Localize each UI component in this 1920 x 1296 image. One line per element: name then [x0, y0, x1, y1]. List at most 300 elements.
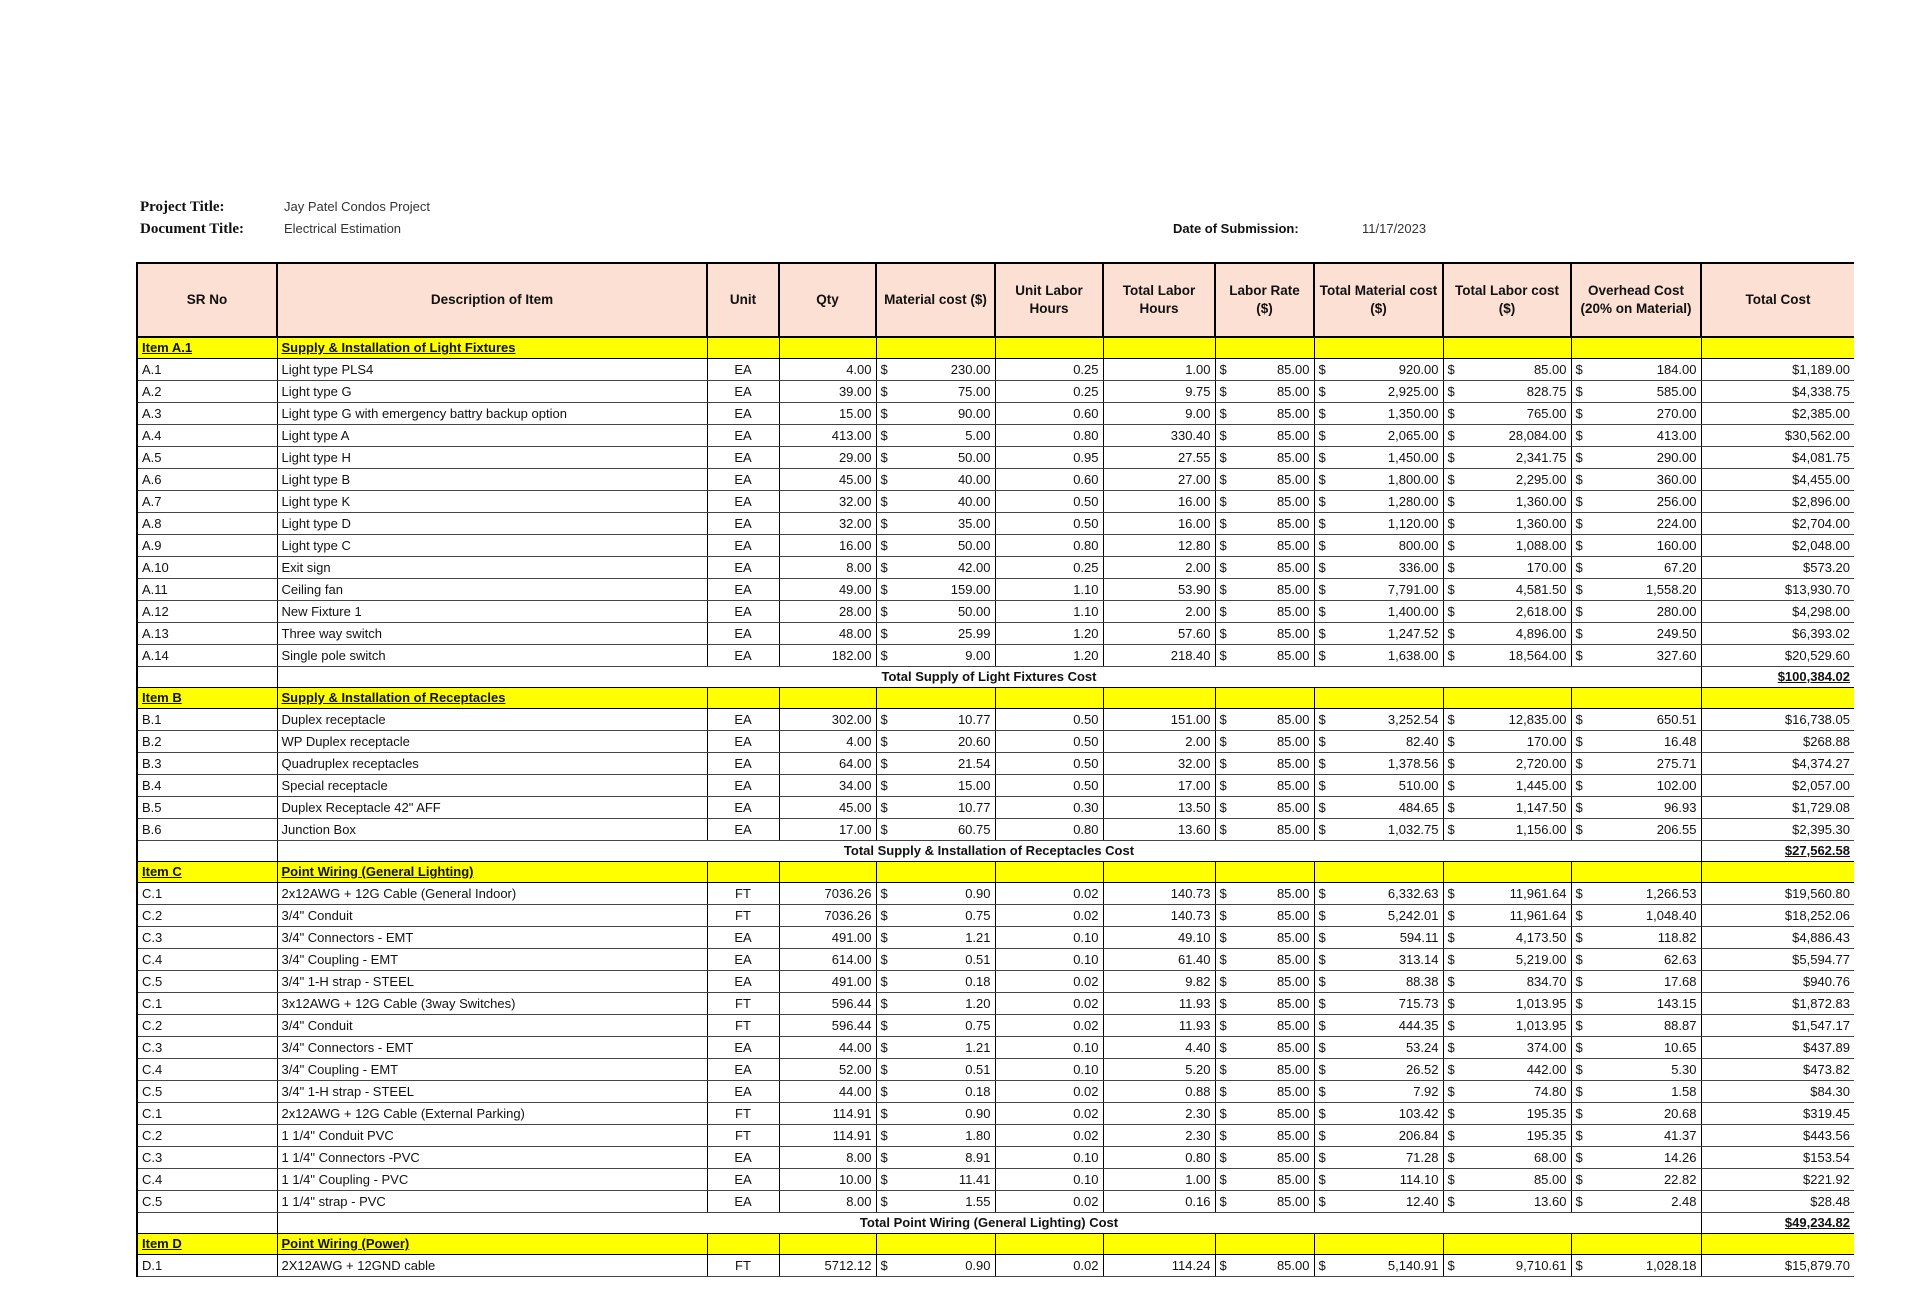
- unit-labor-hours-cell: 0.02: [995, 883, 1103, 905]
- currency-symbol: $: [1447, 450, 1455, 465]
- currency-symbol: $: [880, 1040, 888, 1055]
- sr-cell: C.1: [137, 883, 277, 905]
- material-cost-cell: [876, 425, 995, 447]
- currency-symbol: $: [1318, 494, 1326, 509]
- material-cost-cell-value: 9.00: [965, 648, 991, 663]
- total-labor-cost-cell: [1443, 1147, 1571, 1169]
- total-labor-cost-cell: [1443, 447, 1571, 469]
- qty-cell: 7036.26: [779, 905, 876, 927]
- total-material-cost-cell-value: 53.24: [1405, 1040, 1439, 1055]
- section-total-row: [137, 667, 1854, 688]
- total-cost-cell: $437.89: [1701, 1037, 1854, 1059]
- qty-cell: 491.00: [779, 927, 876, 949]
- currency-symbol: $: [1318, 1172, 1326, 1187]
- description-cell: Exit sign: [277, 557, 707, 579]
- overhead-cost-cell: [1571, 905, 1701, 927]
- total-cost-cell: $443.56: [1701, 1125, 1854, 1147]
- material-cost-cell-value: 11.41: [958, 1172, 991, 1187]
- total-material-cost-cell: [1314, 645, 1443, 667]
- unit-labor-hours-cell: 0.80: [995, 819, 1103, 841]
- section-blank-cell: [707, 337, 779, 359]
- currency-symbol: $: [1575, 822, 1583, 837]
- labor-rate-cell: [1215, 1015, 1314, 1037]
- material-cost-cell: [876, 971, 995, 993]
- sr-cell: C.1: [137, 1103, 277, 1125]
- labor-rate-cell-value: 85.00: [1276, 538, 1310, 553]
- sr-cell: A.3: [137, 403, 277, 425]
- total-material-cost-cell-value: 103.42: [1398, 1106, 1439, 1121]
- currency-symbol: $: [1219, 472, 1227, 487]
- section-blank-cell: [1314, 862, 1443, 883]
- unit-labor-hours-cell: 0.02: [995, 1191, 1103, 1213]
- total-labor-cost-cell-value: 2,720.00: [1515, 756, 1567, 771]
- qty-cell: 114.91: [779, 1103, 876, 1125]
- table-row: [137, 1147, 1854, 1169]
- currency-symbol: $: [1219, 800, 1227, 815]
- section-title: Supply & Installation of Light Fixtures: [277, 337, 707, 359]
- overhead-cost-cell: [1571, 753, 1701, 775]
- total-material-cost-cell-value: 12.40: [1405, 1194, 1439, 1209]
- section-blank-cell: [1103, 688, 1215, 709]
- col-unit-labor-hours-header: Unit Labor Hours: [995, 263, 1103, 337]
- total-labor-cost-cell: [1443, 1059, 1571, 1081]
- table-row: [137, 1059, 1854, 1081]
- total-labor-cost-cell-value: 1,147.50: [1515, 800, 1567, 815]
- description-cell: Light type B: [277, 469, 707, 491]
- currency-symbol: $: [1219, 516, 1227, 531]
- qty-cell: 114.91: [779, 1125, 876, 1147]
- material-cost-cell: [876, 1147, 995, 1169]
- currency-symbol: $: [1318, 952, 1326, 967]
- qty-cell: 413.00: [779, 425, 876, 447]
- total-cost-cell: $573.20: [1701, 557, 1854, 579]
- overhead-cost-cell-value: 1.58: [1671, 1084, 1697, 1099]
- currency-symbol: $: [1575, 1150, 1583, 1165]
- total-cost-cell: $2,048.00: [1701, 535, 1854, 557]
- description-cell: 3/4" Conduit: [277, 905, 707, 927]
- section-total-value: $49,234.82: [1701, 1213, 1854, 1234]
- total-labor-hours-cell: 151.00: [1103, 709, 1215, 731]
- unit-cell: EA: [707, 469, 779, 491]
- currency-symbol: $: [1318, 472, 1326, 487]
- overhead-cost-cell: [1571, 1191, 1701, 1213]
- currency-symbol: $: [1575, 362, 1583, 377]
- section-blank-cell: [1443, 688, 1571, 709]
- currency-symbol: $: [1447, 1172, 1455, 1187]
- total-cost-cell: $4,886.43: [1701, 927, 1854, 949]
- total-labor-cost-cell-value: 1,013.95: [1515, 996, 1567, 1011]
- material-cost-cell-value: 50.00: [957, 538, 991, 553]
- currency-symbol: $: [880, 1018, 888, 1033]
- total-labor-hours-cell: 5.20: [1103, 1059, 1215, 1081]
- qty-cell: 44.00: [779, 1081, 876, 1103]
- table-row: [137, 601, 1854, 623]
- qty-cell: 29.00: [779, 447, 876, 469]
- total-labor-cost-cell: [1443, 425, 1571, 447]
- currency-symbol: $: [1219, 1150, 1227, 1165]
- total-labor-hours-cell: 9.00: [1103, 403, 1215, 425]
- qty-cell: 182.00: [779, 645, 876, 667]
- overhead-cost-cell: [1571, 579, 1701, 601]
- total-material-cost-cell-value: 88.38: [1405, 974, 1439, 989]
- currency-symbol: $: [1447, 560, 1455, 575]
- total-material-cost-cell: [1314, 535, 1443, 557]
- overhead-cost-cell-value: 280.00: [1656, 604, 1697, 619]
- overhead-cost-cell: [1571, 775, 1701, 797]
- material-cost-cell: [876, 447, 995, 469]
- section-blank-cell: [707, 862, 779, 883]
- total-material-cost-cell: [1314, 927, 1443, 949]
- currency-symbol: $: [880, 626, 888, 641]
- total-material-cost-cell: [1314, 993, 1443, 1015]
- labor-rate-cell: [1215, 447, 1314, 469]
- material-cost-cell-value: 0.51: [965, 1062, 991, 1077]
- total-cost-cell: $2,704.00: [1701, 513, 1854, 535]
- sr-cell: A.10: [137, 557, 277, 579]
- currency-symbol: $: [1447, 406, 1455, 421]
- description-cell: 3/4" Coupling - EMT: [277, 949, 707, 971]
- unit-labor-hours-cell: 0.10: [995, 1147, 1103, 1169]
- unit-labor-hours-cell: 0.10: [995, 927, 1103, 949]
- overhead-cost-cell-value: 14.26: [1663, 1150, 1697, 1165]
- col-qty-header: Qty: [779, 263, 876, 337]
- currency-symbol: $: [1219, 560, 1227, 575]
- section-blank-cell: [779, 862, 876, 883]
- currency-symbol: $: [1219, 1258, 1227, 1273]
- labor-rate-cell: [1215, 1125, 1314, 1147]
- material-cost-cell: [876, 601, 995, 623]
- sr-cell: B.1: [137, 709, 277, 731]
- description-cell: 1 1/4" strap - PVC: [277, 1191, 707, 1213]
- labor-rate-cell: [1215, 1059, 1314, 1081]
- currency-symbol: $: [1318, 1128, 1326, 1143]
- currency-symbol: $: [1447, 1258, 1455, 1273]
- labor-rate-cell: [1215, 1191, 1314, 1213]
- currency-symbol: $: [1575, 996, 1583, 1011]
- total-material-cost-cell: [1314, 797, 1443, 819]
- overhead-cost-cell-value: 184.00: [1656, 362, 1697, 377]
- table-row: [137, 883, 1854, 905]
- unit-labor-hours-cell: 0.80: [995, 535, 1103, 557]
- currency-symbol: $: [1219, 1084, 1227, 1099]
- unit-labor-hours-cell: 0.02: [995, 1081, 1103, 1103]
- total-material-cost-cell-value: 594.11: [1399, 930, 1439, 945]
- labor-rate-cell: [1215, 949, 1314, 971]
- labor-rate-cell-value: 85.00: [1276, 1172, 1310, 1187]
- qty-cell: 32.00: [779, 491, 876, 513]
- currency-symbol: $: [1447, 1018, 1455, 1033]
- sr-cell: C.4: [137, 1059, 277, 1081]
- material-cost-cell-value: 5.00: [965, 428, 991, 443]
- unit-labor-hours-cell: 1.10: [995, 601, 1103, 623]
- unit-cell: EA: [707, 1081, 779, 1103]
- material-cost-cell: [876, 731, 995, 753]
- table-row: [137, 359, 1854, 381]
- description-cell: Light type H: [277, 447, 707, 469]
- labor-rate-cell: [1215, 623, 1314, 645]
- unit-labor-hours-cell: 0.50: [995, 731, 1103, 753]
- sr-cell: A.4: [137, 425, 277, 447]
- currency-symbol: $: [880, 1128, 888, 1143]
- total-material-cost-cell: [1314, 403, 1443, 425]
- total-material-cost-cell: [1314, 491, 1443, 513]
- description-cell: Light type PLS4: [277, 359, 707, 381]
- currency-symbol: $: [1318, 712, 1326, 727]
- description-cell: 3x12AWG + 12G Cable (3way Switches): [277, 993, 707, 1015]
- currency-symbol: $: [1447, 800, 1455, 815]
- sr-cell: C.4: [137, 949, 277, 971]
- description-cell: 1 1/4" Connectors -PVC: [277, 1147, 707, 1169]
- overhead-cost-cell-value: 249.50: [1656, 626, 1697, 641]
- currency-symbol: $: [1447, 604, 1455, 619]
- material-cost-cell-value: 8.91: [965, 1150, 991, 1165]
- qty-cell: 16.00: [779, 535, 876, 557]
- unit-labor-hours-cell: 0.95: [995, 447, 1103, 469]
- currency-symbol: $: [1219, 1062, 1227, 1077]
- table-row: [137, 797, 1854, 819]
- total-labor-hours-cell: 12.80: [1103, 535, 1215, 557]
- total-material-cost-cell: [1314, 1103, 1443, 1125]
- currency-symbol: $: [1575, 734, 1583, 749]
- description-cell: 3/4" 1-H strap - STEEL: [277, 1081, 707, 1103]
- material-cost-cell: [876, 513, 995, 535]
- table-row: [137, 623, 1854, 645]
- total-cost-cell: $18,252.06: [1701, 905, 1854, 927]
- total-labor-cost-cell-value: 11,961.64: [1509, 886, 1567, 901]
- total-labor-hours-cell: 27.55: [1103, 447, 1215, 469]
- section-total-label: Total Point Wiring (General Lighting) Cost: [277, 1213, 1701, 1234]
- col-total-material-cost-header: Total Material cost ($): [1314, 263, 1443, 337]
- overhead-cost-cell-value: 102.00: [1656, 778, 1697, 793]
- total-labor-cost-cell-value: 4,896.00: [1515, 626, 1567, 641]
- total-labor-cost-cell-value: 1,013.95: [1515, 1018, 1567, 1033]
- unit-labor-hours-cell: 0.02: [995, 1015, 1103, 1037]
- currency-symbol: $: [1575, 428, 1583, 443]
- labor-rate-cell: [1215, 469, 1314, 491]
- sr-cell: A.8: [137, 513, 277, 535]
- currency-symbol: $: [1219, 450, 1227, 465]
- estimate-sheet: [136, 262, 1854, 1296]
- description-cell: Ceiling fan: [277, 579, 707, 601]
- labor-rate-cell-value: 85.00: [1276, 734, 1310, 749]
- total-cost-cell: $19,560.80: [1701, 883, 1854, 905]
- total-labor-cost-cell: [1443, 403, 1571, 425]
- total-labor-hours-cell: 61.40: [1103, 949, 1215, 971]
- unit-cell: EA: [707, 1169, 779, 1191]
- labor-rate-cell: [1215, 797, 1314, 819]
- currency-symbol: $: [1575, 560, 1583, 575]
- total-material-cost-cell-value: 1,032.75: [1387, 822, 1439, 837]
- unit-cell: EA: [707, 797, 779, 819]
- total-blank-cell: [137, 1213, 277, 1234]
- currency-symbol: $: [1318, 1040, 1326, 1055]
- section-label: Item C: [137, 862, 277, 883]
- section-title: Point Wiring (Power): [277, 1234, 707, 1255]
- currency-symbol: $: [1219, 1172, 1227, 1187]
- currency-symbol: $: [880, 494, 888, 509]
- currency-symbol: $: [1447, 428, 1455, 443]
- total-cost-cell: $1,189.00: [1701, 359, 1854, 381]
- currency-symbol: $: [880, 1258, 888, 1273]
- col-labor-rate-header: Labor Rate ($): [1215, 263, 1314, 337]
- total-cost-cell: $4,338.75: [1701, 381, 1854, 403]
- unit-labor-hours-cell: 0.02: [995, 1255, 1103, 1277]
- unit-labor-hours-cell: 0.02: [995, 1125, 1103, 1147]
- total-labor-cost-cell-value: 11,961.64: [1509, 908, 1567, 923]
- unit-cell: EA: [707, 927, 779, 949]
- section-blank-cell: [779, 688, 876, 709]
- currency-symbol: $: [1575, 472, 1583, 487]
- material-cost-cell-value: 0.90: [965, 1258, 991, 1273]
- currency-symbol: $: [1575, 712, 1583, 727]
- unit-cell: EA: [707, 557, 779, 579]
- currency-symbol: $: [1575, 800, 1583, 815]
- currency-symbol: $: [880, 800, 888, 815]
- total-labor-cost-cell: [1443, 927, 1571, 949]
- labor-rate-cell: [1215, 819, 1314, 841]
- sr-cell: D.1: [137, 1255, 277, 1277]
- document-title-label: Document Title:: [140, 221, 245, 237]
- total-material-cost-cell: [1314, 905, 1443, 927]
- currency-symbol: $: [880, 996, 888, 1011]
- sr-cell: B.5: [137, 797, 277, 819]
- currency-symbol: $: [1219, 582, 1227, 597]
- material-cost-cell: [876, 1191, 995, 1213]
- overhead-cost-cell: [1571, 623, 1701, 645]
- total-material-cost-cell: [1314, 883, 1443, 905]
- total-material-cost-cell-value: 1,378.56: [1387, 756, 1439, 771]
- unit-cell: FT: [707, 1015, 779, 1037]
- total-material-cost-cell: [1314, 949, 1443, 971]
- total-labor-cost-cell-value: 18,564.00: [1508, 648, 1567, 663]
- total-labor-hours-cell: 4.40: [1103, 1037, 1215, 1059]
- currency-symbol: $: [1318, 996, 1326, 1011]
- unit-cell: FT: [707, 1125, 779, 1147]
- unit-labor-hours-cell: 0.10: [995, 1059, 1103, 1081]
- section-blank-cell: [1571, 688, 1701, 709]
- total-material-cost-cell-value: 3,252.54: [1387, 712, 1439, 727]
- section-header-row: [137, 1234, 1854, 1255]
- material-cost-cell-value: 0.75: [965, 1018, 991, 1033]
- document-header: [140, 196, 1440, 246]
- total-labor-cost-cell-value: 2,295.00: [1515, 472, 1567, 487]
- material-cost-cell-value: 40.00: [957, 472, 991, 487]
- total-labor-hours-cell: 2.00: [1103, 557, 1215, 579]
- sr-cell: C.2: [137, 1125, 277, 1147]
- labor-rate-cell: [1215, 883, 1314, 905]
- total-material-cost-cell-value: 510.00: [1398, 778, 1439, 793]
- unit-labor-hours-cell: 1.20: [995, 645, 1103, 667]
- currency-symbol: $: [1318, 930, 1326, 945]
- overhead-cost-cell: [1571, 731, 1701, 753]
- labor-rate-cell: [1215, 579, 1314, 601]
- table-row: [137, 753, 1854, 775]
- material-cost-cell-value: 0.90: [965, 886, 991, 901]
- section-blank-cell: [876, 688, 995, 709]
- total-blank-cell: [137, 841, 277, 862]
- section-blank-cell: [995, 688, 1103, 709]
- currency-symbol: $: [1447, 1128, 1455, 1143]
- table-row: [137, 1081, 1854, 1103]
- labor-rate-cell: [1215, 645, 1314, 667]
- labor-rate-cell-value: 85.00: [1276, 1040, 1310, 1055]
- overhead-cost-cell-value: 67.20: [1663, 560, 1697, 575]
- unit-labor-hours-cell: 0.10: [995, 949, 1103, 971]
- project-title-label: Project Title:: [140, 199, 225, 215]
- total-cost-cell: $4,455.00: [1701, 469, 1854, 491]
- currency-symbol: $: [880, 974, 888, 989]
- section-blank-cell: [779, 1234, 876, 1255]
- unit-cell: FT: [707, 905, 779, 927]
- total-labor-cost-cell-value: 1,360.00: [1515, 516, 1567, 531]
- currency-symbol: $: [1575, 384, 1583, 399]
- total-labor-hours-cell: 49.10: [1103, 927, 1215, 949]
- overhead-cost-cell-value: 256.00: [1656, 494, 1697, 509]
- total-labor-cost-cell: [1443, 513, 1571, 535]
- total-material-cost-cell: [1314, 971, 1443, 993]
- description-cell: Duplex receptacle: [277, 709, 707, 731]
- currency-symbol: $: [880, 886, 888, 901]
- sr-cell: A.2: [137, 381, 277, 403]
- currency-symbol: $: [880, 1106, 888, 1121]
- currency-symbol: $: [1447, 952, 1455, 967]
- qty-cell: 596.44: [779, 993, 876, 1015]
- overhead-cost-cell: [1571, 601, 1701, 623]
- section-blank-cell: [1314, 688, 1443, 709]
- total-cost-cell: $6,393.02: [1701, 623, 1854, 645]
- section-blank-cell: [1103, 862, 1215, 883]
- total-material-cost-cell: [1314, 601, 1443, 623]
- currency-symbol: $: [1219, 908, 1227, 923]
- currency-symbol: $: [880, 930, 888, 945]
- currency-symbol: $: [1318, 1018, 1326, 1033]
- table-row: [137, 709, 1854, 731]
- overhead-cost-cell-value: 413.00: [1656, 428, 1697, 443]
- section-total-value: $100,384.02: [1701, 667, 1854, 688]
- currency-symbol: $: [1219, 930, 1227, 945]
- section-title: Supply & Installation of Receptacles: [277, 688, 707, 709]
- description-cell: 2X12AWG + 12GND cable: [277, 1255, 707, 1277]
- currency-symbol: $: [1318, 734, 1326, 749]
- labor-rate-cell: [1215, 993, 1314, 1015]
- labor-rate-cell-value: 85.00: [1276, 1128, 1310, 1143]
- material-cost-cell-value: 1.21: [965, 1040, 991, 1055]
- labor-rate-cell-value: 85.00: [1276, 450, 1310, 465]
- currency-symbol: $: [1447, 778, 1455, 793]
- total-material-cost-cell-value: 444.35: [1398, 1018, 1439, 1033]
- currency-symbol: $: [1219, 756, 1227, 771]
- labor-rate-cell-value: 85.00: [1276, 560, 1310, 575]
- total-material-cost-cell-value: 1,400.00: [1387, 604, 1439, 619]
- total-cost-cell: $16,738.05: [1701, 709, 1854, 731]
- section-blank-cell: [1443, 337, 1571, 359]
- unit-cell: EA: [707, 949, 779, 971]
- currency-symbol: $: [880, 756, 888, 771]
- currency-symbol: $: [1219, 538, 1227, 553]
- material-cost-cell-value: 1.20: [965, 996, 991, 1011]
- currency-symbol: $: [1219, 1018, 1227, 1033]
- overhead-cost-cell: [1571, 381, 1701, 403]
- unit-cell: EA: [707, 1059, 779, 1081]
- overhead-cost-cell-value: 585.00: [1656, 384, 1697, 399]
- currency-symbol: $: [880, 560, 888, 575]
- labor-rate-cell: [1215, 359, 1314, 381]
- total-labor-hours-cell: 330.40: [1103, 425, 1215, 447]
- material-cost-cell-value: 75.00: [957, 384, 991, 399]
- material-cost-cell-value: 1.55: [965, 1194, 991, 1209]
- sr-cell: C.5: [137, 1191, 277, 1213]
- qty-cell: 15.00: [779, 403, 876, 425]
